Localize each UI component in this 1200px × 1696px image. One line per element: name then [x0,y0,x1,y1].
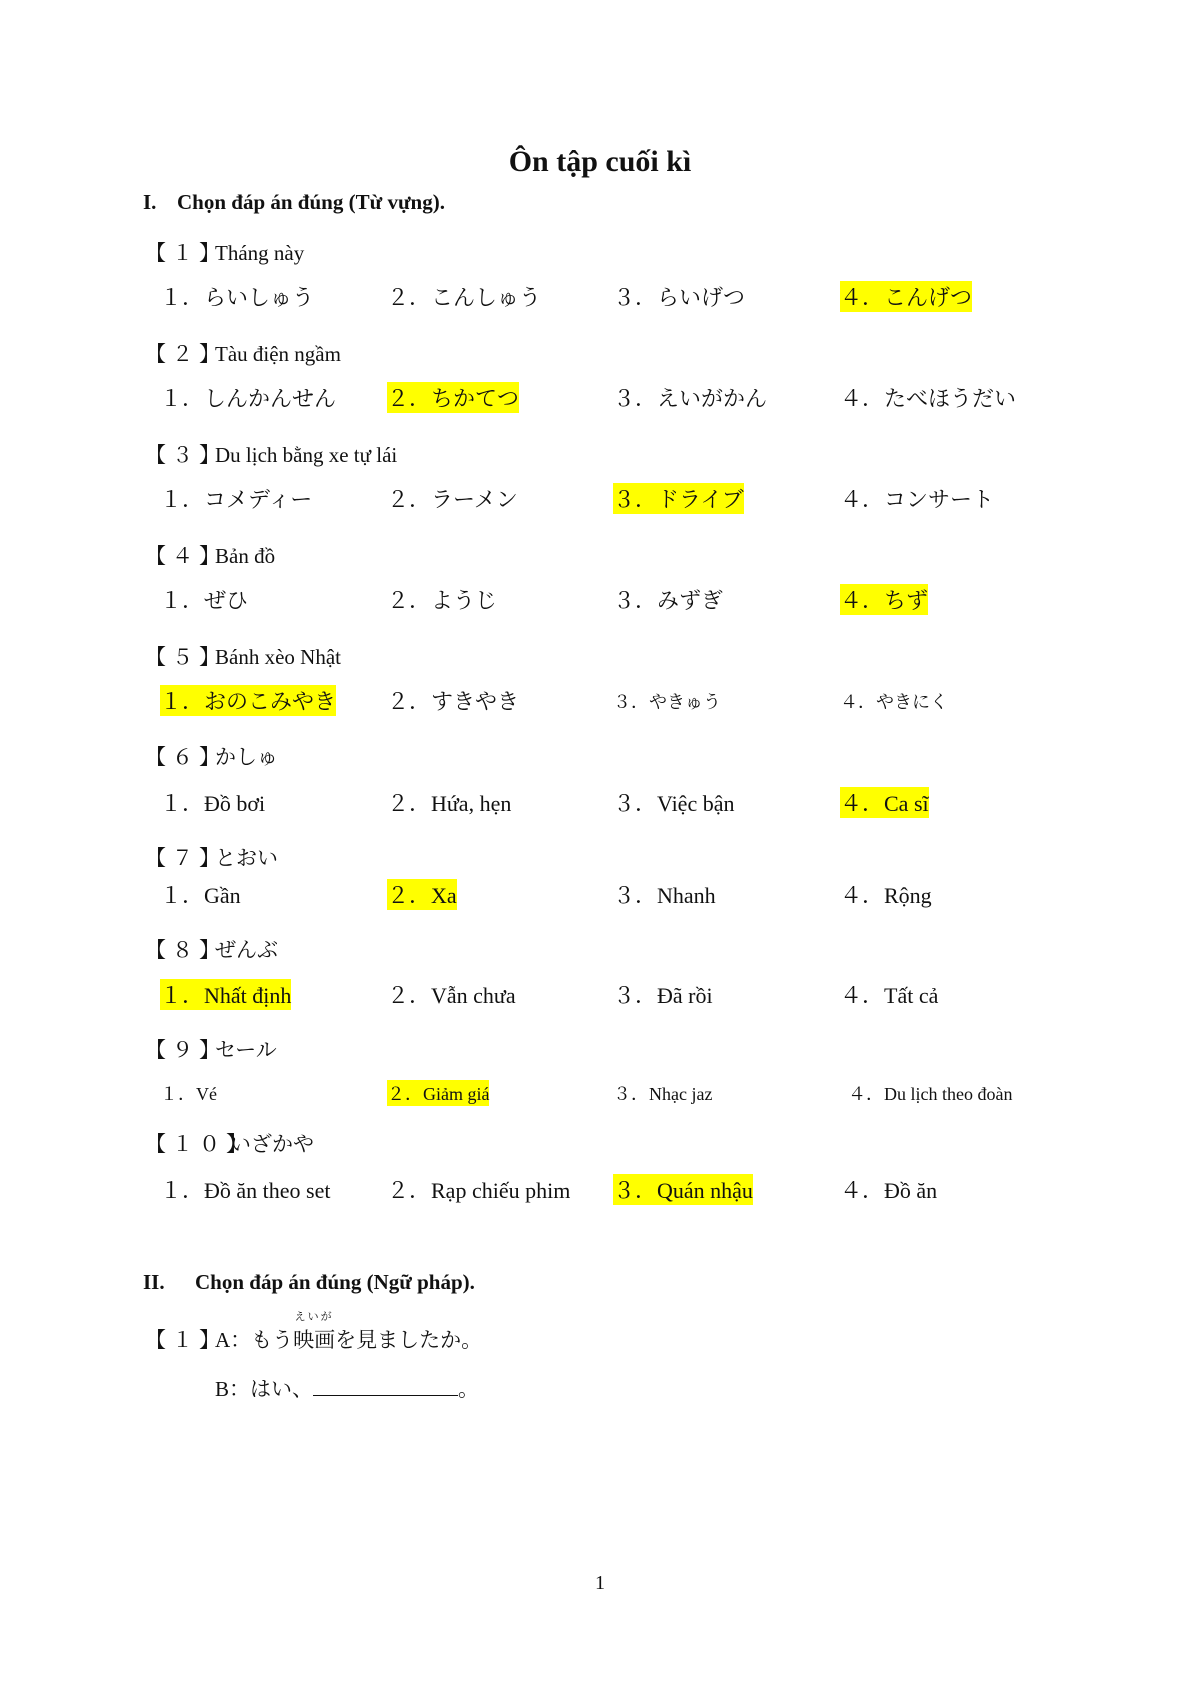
question-3-prompt: Du lịch bằng xe tự lái [215,443,398,467]
section-2-heading [143,1270,475,1295]
question-7: 【７】とおい [145,846,278,870]
question-10-prompt: いざかや [230,1132,314,1156]
q6-option-3: ３．Việc bận [613,791,735,816]
q5-option-4: ４．やきにく [840,692,948,712]
ruby-base: 映画 [293,1328,336,1352]
q8-option-1-highlighted: １．Nhất định [160,979,291,1010]
q4-option-4-highlighted: ４．ちず [840,584,928,615]
question-6: 【６】かしゅ [145,745,278,769]
q9-option-2-highlighted: ２．Giảm giá [387,1080,489,1106]
q1-option-4-highlighted: ４．こんげつ [840,281,972,312]
question-2: 【２】Tàu điện ngầm [145,342,341,366]
q4-option-2: ２．ようじ [387,588,498,613]
q10-option-4: ４．Đồ ăn [840,1178,938,1203]
q1-option-2: ２．こんしゅう [387,285,542,310]
q4-option-1: １．ぜひ [160,588,249,613]
question-6-prompt: かしゅ [215,745,278,769]
q2-option-1: １．しんかんせん [160,386,337,411]
q1-option-3: ３．らいげつ [613,285,746,310]
q9-option-4: ４．Du lịch theo đoàn [848,1084,1013,1104]
question-9-prompt: セール [215,1038,277,1062]
question-9: 【９】セール [145,1038,277,1062]
q7-option-2-highlighted: ２．Xa [387,879,457,910]
section-1-heading [143,190,445,215]
question-4-prompt: Bản đồ [215,544,276,568]
section-1-text: Chọn đáp án đúng (Từ vựng). [177,190,445,214]
section-2-number: II. [143,1270,165,1294]
q9-option-3: ３．Nhạc jaz [613,1084,713,1104]
q10-option-2: ２．Rạp chiếu phim [387,1178,571,1203]
q6-option-2: ２．Hứa, hẹn [387,791,512,816]
q5-option-3: ３．やきゅう [613,692,721,712]
grammar-question-1: 【１】A：もう えいが 映画を見ましたか。 [145,1324,482,1354]
question-8-prompt: ぜんぶ [215,938,278,962]
page-number: 1 [595,1572,605,1594]
q5-option-2: ２．すきやき [387,689,520,714]
question-10: 【１０】いざかや [145,1132,314,1156]
grammar-line-b [215,1373,479,1403]
grammar-line-b-prefix: B：はい、 [215,1377,314,1401]
question-7-prompt: とおい [215,846,278,870]
q3-option-2: ２．ラーメン [387,487,518,512]
ruby-word [293,1311,336,1354]
q7-option-1: １．Gần [160,883,241,908]
question-3: 【３】Du lịch bằng xe tự lái [145,443,398,467]
q2-option-2-highlighted: ２．ちかてつ [387,382,519,413]
q7-option-3: ３．Nhanh [613,883,716,908]
grammar-line-a-prefix: A：もう [215,1328,294,1352]
q6-option-1: １．Đồ bơi [160,791,266,816]
q8-option-4: ４．Tất cả [840,983,939,1008]
q5-option-1-highlighted: １．おのこみやき [160,685,336,716]
section-2-text: Chọn đáp án đúng (Ngữ pháp). [195,1270,475,1294]
page-title: Ôn tập cuối kì [508,145,692,178]
question-8: 【８】ぜんぶ [145,938,278,962]
q7-option-4: ４．Rộng [840,883,932,908]
q10-option-1: １．Đồ ăn theo set [160,1178,331,1203]
q1-option-1: １．らいしゅう [160,285,315,310]
question-1-prompt: Tháng này [215,241,305,265]
q3-option-3-highlighted: ３．ドライブ [613,483,744,514]
q3-option-1: １．コメディー [160,487,313,512]
ruby-reading: えいが [294,1311,334,1323]
answer-blank[interactable] [313,1377,458,1396]
q3-option-4: ４．コンサート [840,487,995,512]
question-4: 【４】Bản đồ [145,544,276,568]
question-5-prompt: Bánh xèo Nhật [215,645,341,669]
q8-option-3: ３．Đã rồi [613,983,713,1008]
q2-option-3: ３．えいがかん [613,386,768,411]
question-2-prompt: Tàu điện ngầm [215,342,341,366]
q8-option-2: ２．Vẫn chưa [387,983,516,1008]
q2-option-4: ４．たべほうだい [840,386,1017,411]
grammar-line-b-suffix: 。 [458,1377,480,1401]
question-1: 【１】Tháng này [145,241,305,265]
q6-option-4-highlighted: ４．Ca sĩ [840,787,929,818]
section-1-number: I. [143,190,157,214]
q4-option-3: ３．みずぎ [613,588,724,613]
grammar-line-a-suffix: を見ましたか。 [335,1328,483,1352]
question-5: 【５】Bánh xèo Nhật [145,645,341,669]
q10-option-3-highlighted: ３．Quán nhậu [613,1174,753,1205]
q9-option-1: １．Vé [160,1084,217,1104]
